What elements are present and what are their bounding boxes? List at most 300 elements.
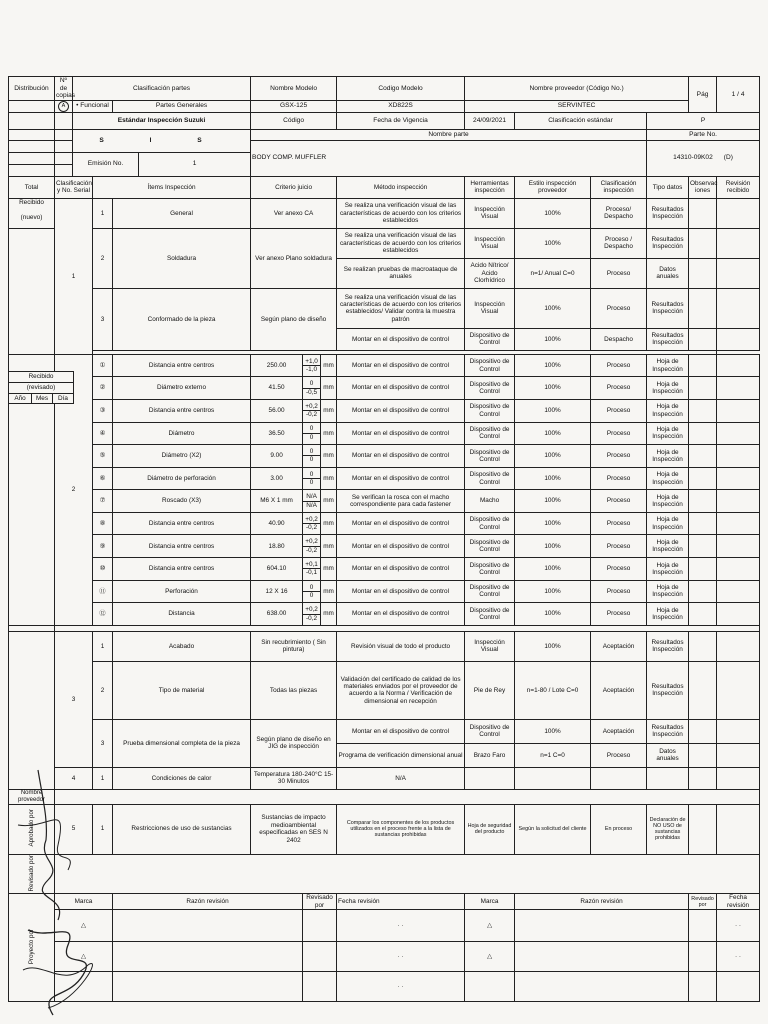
rev-date-2: · · — [717, 910, 760, 942]
g1-r3-cls: Proceso — [591, 288, 647, 328]
g3-r2-crit: Todas las piezas — [251, 661, 337, 719]
g2-herr: Dispositivo de Control — [465, 354, 515, 377]
g2-tol-lower: -0,2 — [306, 524, 318, 532]
g2-herr: Dispositivo de Control — [465, 445, 515, 468]
g1-r2-crit: Ver anexo Plano soldadura — [251, 228, 337, 288]
g1-r3-herr: Inspección Visual — [465, 288, 515, 328]
g2-tol-upper: 0 — [303, 425, 320, 433]
g2-val: 41.50 — [251, 377, 303, 400]
rev-date-3: · · — [337, 942, 465, 972]
g1-r2-cls2: Proceso — [591, 258, 647, 288]
g3-r3-crit: Según plano de diseño en JIG de inspección — [251, 719, 337, 767]
col-items: Ítems Inspección — [93, 176, 251, 198]
nombre-parte-label: Nombre parte — [251, 129, 647, 140]
g1-r2-met: Se realiza una verificación visual de las características de acuerdo con los criterios establecidos — [337, 228, 465, 258]
rev-revisado2-header: Revisado por — [689, 894, 717, 910]
g1-r3-herr2: Dispositivo de Control — [465, 328, 515, 350]
g5-n: 1 — [93, 804, 113, 854]
g2-n: ② — [93, 377, 113, 400]
g1-r2-est: 100% — [515, 228, 591, 258]
g2-row — [9, 580, 760, 603]
g2-tipo: Hoja de Inspección — [647, 377, 689, 400]
g2-unit: mm — [321, 354, 337, 377]
g2-unit: mm — [321, 399, 337, 422]
g3-r1-n: 1 — [93, 631, 113, 661]
g2-herr: Dispositivo de Control — [465, 580, 515, 603]
rev-marca2-header: Marca — [465, 894, 515, 910]
g2-herr: Macho — [465, 490, 515, 513]
group-2-no: 2 — [55, 354, 93, 625]
g2-tol-upper: 0 — [303, 380, 320, 388]
rev-mark-2: △ — [465, 910, 515, 942]
rev-date-5: · · — [337, 972, 465, 1002]
g3-r2-n: 2 — [93, 661, 113, 719]
g1-r1-met: Se realiza una verificación visual de las características de acuerdo con los criterios establecidos — [337, 198, 465, 228]
col-total: Total — [9, 176, 55, 198]
std-title: Estándar Inspección Suzuki — [73, 112, 251, 129]
g2-row — [9, 490, 760, 513]
g2-row — [9, 377, 760, 400]
g2-cls: Proceso — [591, 535, 647, 558]
g2-met: Montar en el dispositivo de control — [337, 580, 465, 603]
g2-item: Perforación — [113, 580, 251, 603]
col-revision: Revisión recibido — [717, 176, 760, 198]
g2-unit: mm — [321, 558, 337, 581]
funcional-label: • Funcional — [73, 100, 113, 112]
g2-unit: mm — [321, 445, 337, 468]
g2-val: 9.00 — [251, 445, 303, 468]
g2-unit: mm — [321, 512, 337, 535]
revisado-label-left: (revisado) — [8, 382, 74, 393]
g2-tipo: Hoja de Inspección — [647, 580, 689, 603]
g2-item: Roscado (X3) — [113, 490, 251, 513]
g2-tol — [303, 422, 321, 445]
g2-row — [9, 535, 760, 558]
g2-n: ⑥ — [93, 467, 113, 490]
g2-row — [9, 467, 760, 490]
g2-item: Diámetro externo — [113, 377, 251, 400]
g2-item: Distancia — [113, 603, 251, 626]
g1-r1-n: 1 — [93, 198, 113, 228]
g3-r2-met: Validación del certificado de calidad de los materiales enviados por el proveedor de acuerdo a la Norma / Verificación de dimensional en recepción — [337, 661, 465, 719]
g2-est: 100% — [515, 445, 591, 468]
g2-tipo: Hoja de Inspección — [647, 558, 689, 581]
g2-tol — [303, 512, 321, 535]
g5-est: Según la solicitud del cliente — [515, 804, 591, 854]
g4-n: 1 — [93, 767, 113, 789]
codigo-modelo-value: XD822S — [337, 100, 465, 112]
g2-val: 604.10 — [251, 558, 303, 581]
clasif-std-value: P — [647, 112, 760, 129]
rev-marca-header: Marca — [55, 894, 113, 910]
g1-r3-tipo2: Resultados Inspección — [647, 328, 689, 350]
g2-est: 100% — [515, 399, 591, 422]
g1-r2-cls: Proceso / Despacho — [591, 228, 647, 258]
g2-row — [9, 445, 760, 468]
fecha-vigencia-value: 24/09/2021 — [465, 112, 515, 129]
g2-tipo: Hoja de Inspección — [647, 490, 689, 513]
aprobado-label: Aprobado por — [9, 804, 55, 854]
g2-tol-upper: 0 — [303, 471, 320, 479]
g2-val: 56.00 — [251, 399, 303, 422]
g2-row — [9, 399, 760, 422]
g2-tol — [303, 399, 321, 422]
g2-item: Distancia entre centros — [113, 354, 251, 377]
g2-tol-upper: 0 — [303, 584, 320, 592]
col-tipo-datos: Tipo datos — [647, 176, 689, 198]
g1-r2-est2: n=1/ Anual C=0 — [515, 258, 591, 288]
g5-herr: Hoja de seguridad del producto — [465, 804, 515, 854]
g3-r1-item: Acabado — [113, 631, 251, 661]
g2-herr: Dispositivo de Control — [465, 603, 515, 626]
g2-met: Montar en el dispositivo de control — [337, 354, 465, 377]
col-herramientas: Herramientas inspección — [465, 176, 515, 198]
g2-est: 100% — [515, 377, 591, 400]
g2-herr: Dispositivo de Control — [465, 558, 515, 581]
g1-r2-met2: Se realizan pruebas de macroataque de anuales — [337, 258, 465, 288]
inspection-standard-table — [8, 76, 760, 1002]
rev-razon2-header: Razón revisión — [515, 894, 689, 910]
g2-herr: Dispositivo de Control — [465, 535, 515, 558]
g2-tol — [303, 535, 321, 558]
g3-r2-cls: Aceptación — [591, 661, 647, 719]
g5-tipo: Declaración de NO USO de sustancias prohibidas — [647, 804, 689, 854]
rev-razon-header: Razón revisión — [113, 894, 303, 910]
g1-r1-est: 100% — [515, 198, 591, 228]
g2-row — [9, 512, 760, 535]
g2-cls: Proceso — [591, 399, 647, 422]
rev-fecha2-header: Fecha revisión — [717, 894, 760, 910]
g3-r3-est2: n=1 C=0 — [515, 743, 591, 767]
g2-tol-lower: 0 — [309, 591, 314, 599]
group-3-no: 3 — [55, 631, 93, 767]
g2-item: Distancia entre centros — [113, 535, 251, 558]
g3-r3-cls: Aceptación — [591, 719, 647, 743]
g2-tol-lower: 0 — [309, 456, 314, 464]
g2-cls: Proceso — [591, 377, 647, 400]
g2-tol-upper: +0,2 — [303, 516, 320, 524]
g2-herr: Dispositivo de Control — [465, 377, 515, 400]
col-metodo: Método inspección — [337, 176, 465, 198]
col-estilo: Estilo inspección proveedor — [515, 176, 591, 198]
g2-unit: mm — [321, 603, 337, 626]
g2-val: M6 X 1 mm — [251, 490, 303, 513]
g2-n: ⑩ — [93, 558, 113, 581]
g2-est: 100% — [515, 603, 591, 626]
g2-cls: Proceso — [591, 558, 647, 581]
g2-row — [9, 603, 760, 626]
g2-item: Diámetro (X2) — [113, 445, 251, 468]
distribucion-label: Distribución — [9, 77, 55, 101]
g2-tol-upper: +1,0 — [303, 358, 320, 366]
g2-tipo: Hoja de Inspección — [647, 512, 689, 535]
g4-item: Condiciones de calor — [113, 767, 251, 789]
g2-unit: mm — [321, 490, 337, 513]
group-4-no: 4 — [55, 767, 93, 789]
g2-met: Montar en el dispositivo de control — [337, 399, 465, 422]
g2-tol — [303, 558, 321, 581]
g3-r3-n: 3 — [93, 719, 113, 767]
g2-unit: mm — [321, 467, 337, 490]
rev-mark-3: △ — [55, 942, 113, 972]
pag-value: 1 / 4 — [717, 77, 760, 113]
g2-tol — [303, 377, 321, 400]
g2-tol-lower: -0,2 — [306, 411, 318, 419]
proveedor-label: Nombre proveedor (Código No.) — [465, 77, 689, 101]
g2-tol-lower: N/A — [306, 501, 317, 509]
g1-r3-n: 3 — [93, 288, 113, 350]
g2-row — [9, 558, 760, 581]
g2-n: ⑧ — [93, 512, 113, 535]
g2-item: Distancia entre centros — [113, 512, 251, 535]
g1-r2-tipo2: Datos anuales — [647, 258, 689, 288]
g2-est: 100% — [515, 512, 591, 535]
g2-tol-upper: +0,2 — [303, 403, 320, 411]
g3-r3-tipo2: Datos anuales — [647, 743, 689, 767]
partes-generales-label: Partes Generales — [113, 100, 251, 112]
g3-r1-est: 100% — [515, 631, 591, 661]
g2-unit: mm — [321, 535, 337, 558]
g2-tol-lower: 0 — [309, 433, 314, 441]
g2-tipo: Hoja de Inspección — [647, 399, 689, 422]
g2-cls: Proceso — [591, 445, 647, 468]
g2-val: 638.00 — [251, 603, 303, 626]
g2-met: Se verifican la rosca con el macho correspondiente para cada fastener — [337, 490, 465, 513]
g2-row — [9, 354, 760, 377]
g2-tipo: Hoja de Inspección — [647, 422, 689, 445]
col-clasif: Clasificación y No. Serial — [55, 176, 93, 198]
g2-est: 100% — [515, 467, 591, 490]
g2-tol-upper: +0,1 — [303, 561, 320, 569]
g2-met: Montar en el dispositivo de control — [337, 535, 465, 558]
g2-item: Distancia entre centros — [113, 399, 251, 422]
g1-r2-item: Soldadura — [113, 228, 251, 288]
g1-r1-cls: Proceso/ Despacho — [591, 198, 647, 228]
g3-r3-herr: Dispositivo de Control — [465, 719, 515, 743]
g2-n: ⑪ — [93, 580, 113, 603]
parte-no-label: Parte No. — [647, 129, 760, 140]
nombre-parte-value: BODY COMP. MUFFLER — [251, 140, 647, 176]
clasif-std-label: Clasificación estándar — [515, 112, 647, 129]
g1-r2-tipo: Resultados Inspección — [647, 228, 689, 258]
g2-tol-upper: 0 — [303, 448, 320, 456]
dia-label: Día — [53, 393, 74, 404]
g2-cls: Proceso — [591, 580, 647, 603]
g2-tol — [303, 603, 321, 626]
g2-n: ⑨ — [93, 535, 113, 558]
g2-herr: Dispositivo de Control — [465, 512, 515, 535]
g2-tol-lower: -1,0 — [306, 366, 318, 374]
group-5-no: 5 — [55, 804, 93, 854]
emision-label: Emisión No. — [73, 152, 139, 176]
g2-tol-lower: -0,1 — [306, 569, 318, 577]
g2-tol — [303, 445, 321, 468]
g2-tol-upper: N/A — [303, 493, 320, 501]
g1-r3-item: Conformado de la pieza — [113, 288, 251, 350]
g2-item: Diámetro de perforación — [113, 467, 251, 490]
num-copias-label: Nº de copias — [56, 77, 76, 100]
g3-r3-est: 100% — [515, 719, 591, 743]
anio-label: Año — [8, 393, 32, 404]
rev-date-1: · · — [337, 910, 465, 942]
recibido2-label: Recibido — [8, 371, 74, 382]
col-clasif-insp: Clasificación inspección — [591, 176, 647, 198]
g2-met: Montar en el dispositivo de control — [337, 603, 465, 626]
codigo-modelo-label: Codigo Modelo — [337, 77, 465, 101]
g2-met: Montar en el dispositivo de control — [337, 422, 465, 445]
g2-cls: Proceso — [591, 603, 647, 626]
g2-unit: mm — [321, 377, 337, 400]
g1-r3-crit: Según plano de diseño — [251, 288, 337, 350]
g2-tol — [303, 580, 321, 603]
rev-date-4: · · — [717, 942, 760, 972]
g2-cls: Proceso — [591, 490, 647, 513]
g5-crit: Sustancias de impacto medioambiental especificadas en SES N 2402 — [251, 804, 337, 854]
g2-tol-lower: 0 — [309, 479, 314, 486]
g3-r3-met: Montar en el dispositivo de control — [337, 719, 465, 743]
part-mark-icon: A — [55, 100, 73, 112]
clasif-partes-label: Clasificación partes — [73, 77, 251, 101]
g2-cls: Proceso — [591, 354, 647, 377]
proyecto-label: Proyecto por — [9, 894, 55, 1002]
g1-r3-cls2: Despacho — [591, 328, 647, 350]
g2-cls: Proceso — [591, 422, 647, 445]
g2-met: Montar en el dispositivo de control — [337, 445, 465, 468]
g1-r2-n: 2 — [93, 228, 113, 288]
g2-tipo: Hoja de Inspección — [647, 354, 689, 377]
g2-est: 100% — [515, 580, 591, 603]
g2-unit: mm — [321, 580, 337, 603]
g2-herr: Dispositivo de Control — [465, 399, 515, 422]
g5-item: Restricciones de uso de sustancias — [113, 804, 251, 854]
g2-tipo: Hoja de Inspección — [647, 603, 689, 626]
recibido-revisado-block — [8, 371, 74, 404]
rev-mark-4: △ — [465, 942, 515, 972]
g2-n: ③ — [93, 399, 113, 422]
nombre-proveedor-label: Nombre proveedor — [9, 789, 55, 804]
g3-r3-cls2: Proceso — [591, 743, 647, 767]
col-observ: Observac iones — [689, 176, 717, 198]
g3-r1-met: Revisión visual de todo el producto — [337, 631, 465, 661]
g2-val: 3.00 — [251, 467, 303, 490]
g1-r3-tipo: Resultados Inspección — [647, 288, 689, 328]
g4-met: N/A — [337, 767, 465, 789]
g1-r2-herr2: Acido Nítrico/ Acido Clorhídrico — [465, 258, 515, 288]
g3-r1-crit: Sin recubrimiento ( Sin pintura) — [251, 631, 337, 661]
g2-item: Distancia entre centros — [113, 558, 251, 581]
g2-tol — [303, 354, 321, 377]
g2-val: 12 X 16 — [251, 580, 303, 603]
g2-unit: mm — [321, 422, 337, 445]
g2-met: Montar en el dispositivo de control — [337, 558, 465, 581]
g3-r2-item: Tipo de material — [113, 661, 251, 719]
pag-label: Pág — [689, 77, 717, 113]
codigo-label: Código — [251, 112, 337, 129]
fecha-vigencia-label: Fecha de Vigencia — [337, 112, 465, 129]
g2-val: 18.80 — [251, 535, 303, 558]
g1-r2-herr: Inspección Visual — [465, 228, 515, 258]
g2-cls: Proceso — [591, 467, 647, 490]
g2-met: Montar en el dispositivo de control — [337, 512, 465, 535]
recibido-label: Recibido (nuevo) — [9, 198, 55, 228]
proveedor-value: SERVINTEC — [465, 100, 689, 112]
rev-mark-1: △ — [55, 910, 113, 942]
g2-est: 100% — [515, 490, 591, 513]
g1-r1-crit: Ver anexo CA — [251, 198, 337, 228]
g2-est: 100% — [515, 354, 591, 377]
g3-r3-tipo: Resultados Inspección — [647, 719, 689, 743]
g3-r2-est: n=1-80 / Lote C=0 — [515, 661, 591, 719]
g3-r2-tipo: Resultados Inspección — [647, 661, 689, 719]
g1-r3-met: Se realiza una verificación visual de las características de acuerdo con los criterios establecidos/ Validar contra la muestra patrón — [337, 288, 465, 328]
g1-r1-tipo: Resultados Inspección — [647, 198, 689, 228]
g2-tol-lower: -0,5 — [306, 388, 318, 396]
g2-herr: Dispositivo de Control — [465, 467, 515, 490]
rev-revisado-header: Revisado por — [303, 894, 337, 910]
col-criterio: Criterio juicio — [251, 176, 337, 198]
g2-tipo: Hoja de Inspección — [647, 445, 689, 468]
g2-n: ④ — [93, 422, 113, 445]
g2-n: ⑤ — [93, 445, 113, 468]
g2-val: 36.50 — [251, 422, 303, 445]
group-1-no: 1 — [55, 198, 93, 354]
g2-tol-lower: -0,2 — [306, 614, 318, 622]
g2-tol-upper: +0,2 — [303, 538, 320, 546]
g2-cls: Proceso — [591, 512, 647, 535]
g2-tipo: Hoja de Inspección — [647, 467, 689, 490]
g3-r1-herr: Inspección Visual — [465, 631, 515, 661]
g2-row — [9, 422, 760, 445]
g2-val: 250.00 — [251, 354, 303, 377]
revisado-label: Revisado por — [9, 854, 55, 894]
g2-est: 100% — [515, 535, 591, 558]
g5-cls: En proceso — [591, 804, 647, 854]
sis-title: S I S — [73, 129, 251, 152]
g2-tol-upper: +0,2 — [303, 606, 320, 614]
g1-r3-est2: 100% — [515, 328, 591, 350]
g2-tol-lower: -0,2 — [306, 546, 318, 554]
g2-tol — [303, 467, 321, 490]
g2-tipo: Hoja de Inspección — [647, 535, 689, 558]
g1-r3-est: 100% — [515, 288, 591, 328]
g3-r1-cls: Aceptación — [591, 631, 647, 661]
mes-label: Mes — [32, 393, 53, 404]
rev-fecha-header: Fecha revisión — [337, 894, 465, 910]
g2-n: ⑦ — [93, 490, 113, 513]
g2-tol — [303, 490, 321, 513]
g3-r3-met2: Programa de verificación dimensional anual — [337, 743, 465, 767]
g2-est: 100% — [515, 422, 591, 445]
g3-r2-herr: Pie de Rey — [465, 661, 515, 719]
g1-r3-met2: Montar en el dispositivo de control — [337, 328, 465, 350]
g2-item: Diámetro — [113, 422, 251, 445]
g2-herr: Dispositivo de Control — [465, 422, 515, 445]
g3-r1-tipo: Resultados Inspección — [647, 631, 689, 661]
g1-r1-herr: Inspección Visual — [465, 198, 515, 228]
parte-no-value: 14310-09K02 (D) — [647, 140, 760, 176]
g2-est: 100% — [515, 558, 591, 581]
g3-r3-herr2: Brazo Faro — [465, 743, 515, 767]
g4-crit: Temperatura 180-240°C 15-30 Minutos — [251, 767, 337, 789]
nombre-modelo-value: GSX-125 — [251, 100, 337, 112]
g2-met: Montar en el dispositivo de control — [337, 377, 465, 400]
emision-value: 1 — [139, 152, 251, 176]
g2-n: ⑫ — [93, 603, 113, 626]
g2-met: Montar en el dispositivo de control — [337, 467, 465, 490]
g1-r1-item: General — [113, 198, 251, 228]
g5-met: Comparar los componentes de los productos utilizados en el proceso frente a la lista de sustancias prohibidas — [337, 804, 465, 854]
g2-val: 40.90 — [251, 512, 303, 535]
